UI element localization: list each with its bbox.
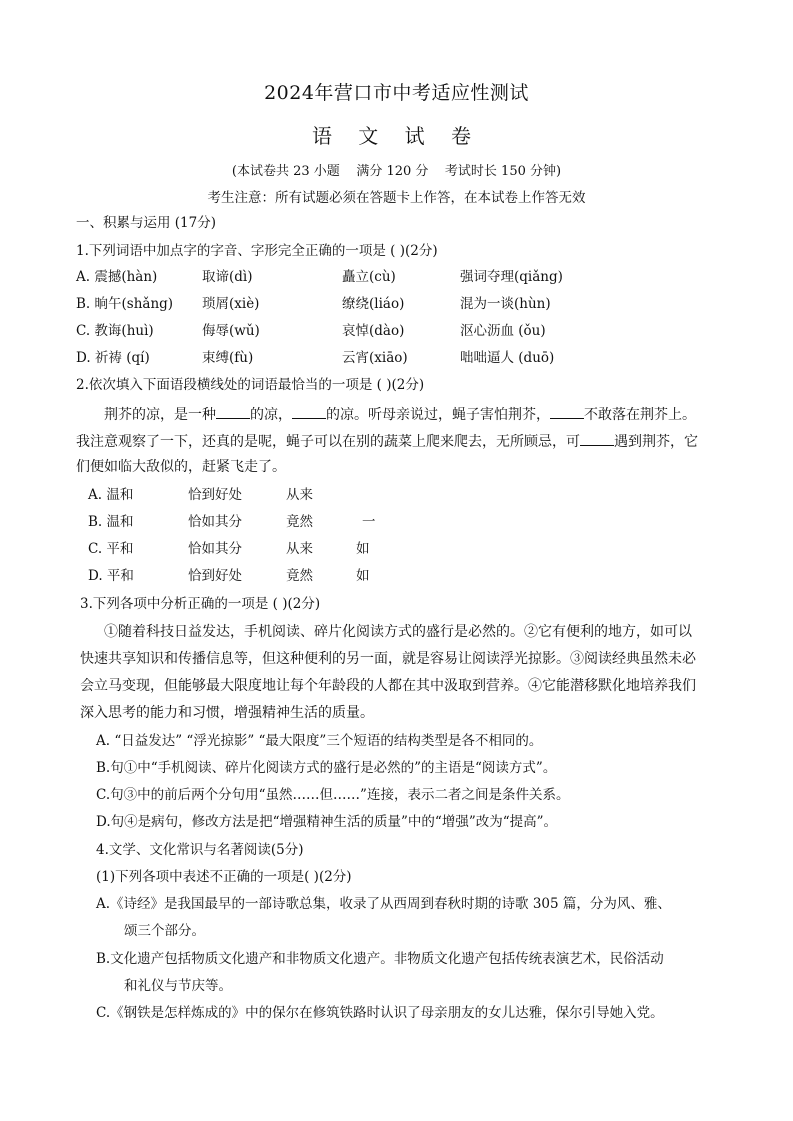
q2-text: 的凉。听母亲说过，蝇子害怕荆芥， xyxy=(326,407,550,423)
q2-option-d-1: D. 平和 xyxy=(88,568,134,584)
q1-option-a-3: 矗立(cù) xyxy=(342,269,396,285)
q4-option-c: C.《钢铁是怎样炼成的》中的保尔在修筑铁路时认识了母亲朋友的女儿达雅，保尔引导她入党。 xyxy=(96,1005,664,1021)
q2-text: 我注意观察了一下，还真的是呢，蝇子可以在别的蔬菜上爬来爬去，无所顾忌，可 xyxy=(76,434,580,450)
q4-option-b-cont: 和礼仪与节庆等。 xyxy=(124,978,232,994)
q1-option-b-3: 缭绕(liáo) xyxy=(342,296,405,312)
q3-option-c: C.句③中的前后两个分句用“虽然……但……”连接，表示二者之间是条件关系。 xyxy=(96,787,570,803)
q2-option-a-2: 恰到好处 xyxy=(188,487,242,503)
q2-passage-line-1 xyxy=(104,404,696,424)
q2-option-c-1: C. 平和 xyxy=(88,541,134,557)
q2-text: 遇到荆芥，它 xyxy=(614,434,698,450)
q3-passage-line-1: ①随着科技日益发达，手机阅读、碎片化阅读方式的盛行是必然的。②它有便利的地方，如可以 xyxy=(104,624,692,640)
q3-passage-line-2: 快速共享知识和传播信息等，但这种便利的另一面，就是容易让阅读浮光掠影。③阅读经典虽然未必 xyxy=(80,651,696,667)
q1-option-a-1: A. 震撼(hàn) xyxy=(76,269,158,285)
exam-title: 2024年营口市中考适应性测试 xyxy=(264,82,529,104)
answer-blank xyxy=(216,404,250,419)
q2-option-c-2: 恰如其分 xyxy=(188,541,242,557)
q2-text: 的凉， xyxy=(250,407,292,423)
q4-option-a: A.《诗经》是我国最早的一部诗歌总集，收录了从西周到春秋时期的诗歌 305 篇，分为风、雅、 xyxy=(96,896,671,912)
q3-option-d: D.句④是病句，修改方法是把“增强精神生活的质量”中的“增强”改为“提高”。 xyxy=(96,814,558,830)
q1-option-c-3: 哀悼(dào) xyxy=(342,323,405,339)
q1-option-c-2: 侮辱(wǔ) xyxy=(202,323,260,339)
q4-option-a-cont: 颂三个部分。 xyxy=(124,923,205,939)
q2-option-a-1: A. 温和 xyxy=(88,487,134,503)
q3-option-b: B.句①中“手机阅读、碎片化阅读方式的盛行是必然的”的主语是“阅读方式”。 xyxy=(96,760,557,776)
exam-subtitle: 语 文 试 卷 xyxy=(311,124,482,148)
q1-option-c-1: C. 教诲(huì) xyxy=(76,323,154,339)
q2-passage-line-2 xyxy=(76,431,698,451)
q4-stem: 4.文学、文化常识与名著阅读(5分) xyxy=(96,842,304,858)
q2-option-c-4: 如 xyxy=(356,541,370,557)
answer-blank xyxy=(550,404,584,419)
section-heading: 一、积累与运用 (17分) xyxy=(76,215,217,231)
q1-option-d-3: 云宵(xiāo) xyxy=(342,350,408,366)
q1-option-c-4: 沤心沥血 (ǒu) xyxy=(460,323,546,339)
q2-option-b-1: B. 温和 xyxy=(88,514,134,530)
q2-passage-line-3: 们便如临大敌似的，赶紧飞走了。 xyxy=(76,459,286,475)
answer-blank xyxy=(580,431,614,446)
q2-option-d-4: 如 xyxy=(356,568,370,584)
q2-option-b-3: 竟然 xyxy=(286,514,313,530)
q2-option-a-3: 从来 xyxy=(286,487,313,503)
q2-text: 不敢落在荆芥上。 xyxy=(584,407,696,423)
q1-option-b-2: 琐屑(xiè) xyxy=(202,296,260,312)
q1-option-b-1: B. 晌午(shǎng) xyxy=(76,296,174,312)
q2-option-d-3: 竟然 xyxy=(286,568,313,584)
q2-option-b-2: 恰如其分 xyxy=(188,514,242,530)
q2-option-c-3: 从来 xyxy=(286,541,313,557)
q4-sub1-stem: (1)下列各项中表述不正确的一项是( )(2分) xyxy=(96,869,352,885)
q1-option-a-2: 取谛(dì) xyxy=(202,269,253,285)
exam-info: (本试卷共 23 小题 满分 120 分 考试时长 150 分钟) xyxy=(231,164,562,179)
q2-text: 荆芥的凉，是一种 xyxy=(104,407,216,423)
q2-option-b-4: 一 xyxy=(362,514,376,530)
q1-option-d-1: D. 祈祷 (qí) xyxy=(76,350,150,366)
q1-option-d-4: 咄咄逼人 (duō) xyxy=(460,350,555,366)
q1-option-a-4: 强词夺理(qiǎng) xyxy=(460,269,563,285)
q1-option-d-2: 束缚(fù) xyxy=(202,350,254,366)
answer-blank xyxy=(292,404,326,419)
q2-option-d-2: 恰到好处 xyxy=(188,568,242,584)
q4-option-b: B.文化遗产包括物质文化遗产和非物质文化遗产。非物质文化遗产包括传统表演艺术，民俗活动 xyxy=(96,951,664,967)
q3-passage-line-3: 会立马变现，但能够最大限度地让每个年龄段的人都在其中汲取到营养。④它能潜移默化地培养我们 xyxy=(80,678,696,694)
q1-stem: 1.下列词语中加点字的字音、字形完全正确的一项是 ( )(2分) xyxy=(76,243,438,259)
q3-passage-line-4: 深入思考的能力和习惯，增强精神生活的质量。 xyxy=(80,705,374,721)
exam-notice: 考生注意：所有试题必须在答题卡上作答，在本试卷上作答无效 xyxy=(207,190,586,206)
q3-stem: 3.下列各项中分析正确的一项是 ( )(2分) xyxy=(80,596,321,612)
q1-option-b-4: 混为一谈(hùn) xyxy=(460,296,551,312)
q2-stem: 2.依次填入下面语段横线处的词语最恰当的一项是 ( )(2分) xyxy=(76,377,425,393)
q3-option-a: A. “日益发达” “浮光掠影” “最大限度”三个短语的结构类型是各不相同的。 xyxy=(96,733,543,749)
